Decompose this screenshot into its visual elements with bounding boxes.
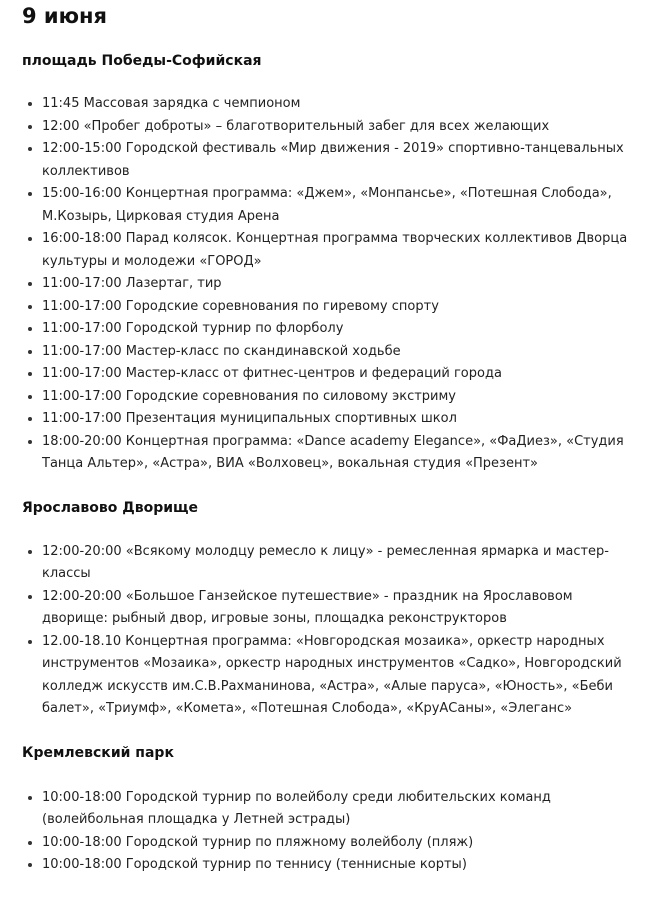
bullet-icon [28,327,32,331]
bullet-icon [28,350,32,354]
list-item: 10:00-18:00 Городской турнир по волейболу среди любительских команд (волейбольная площадка у Летней эстрады) [42,787,659,832]
list-item: 11:00-17:00 Мастер-класс от фитнес-центров и федераций города [42,363,659,386]
bullet-icon [28,147,32,151]
page-title: 9 июня [22,4,108,28]
section-heading-yaroslavovo-dvorishche: Ярославово Дворище [22,499,198,516]
bullet-icon [28,796,32,800]
bullet-icon [28,305,32,309]
bullet-icon [28,372,32,376]
event-list-yaroslavovo-dvorishche [22,541,659,721]
list-item: 18:00-20:00 Концертная программа: «Dance academy Elegance», «ФаДиез», «Студия Танца Альтер», «Астра», ВИА «Волховец», вокальная студия «Презент» [42,431,659,476]
list-item: 12:00-20:00 «Большое Ганзейское путешествие» - праздник на Ярославовом дворище: рыбный двор, игровые зоны, площадка реконструкторов [42,586,659,631]
bullet-icon [28,863,32,867]
bullet-icon [28,125,32,129]
list-item: 15:00-16:00 Концертная программа: «Джем», «Монпансье», «Потешная Слобода», М.Козырь, Цирковая студия Арена [42,183,659,228]
bullet-icon [28,595,32,599]
list-item: 12:00-15:00 Городской фестиваль «Мир движения - 2019» спортивно-танцевальных коллективов [42,138,659,183]
list-item: 11:00-17:00 Лазертаг, тир [42,273,659,296]
bullet-icon [28,192,32,196]
list-item: 11:00-17:00 Презентация муниципальных спортивных школ [42,408,659,431]
event-list-pobedy-sofiyskaya [22,93,659,476]
bullet-icon [28,395,32,399]
bullet-icon [28,640,32,644]
list-item: 11:00-17:00 Мастер-класс по скандинавской ходьбе [42,341,659,364]
list-item: 11:45 Массовая зарядка с чемпионом [42,93,659,116]
bullet-icon [28,417,32,421]
list-item: 12.00-18.10 Концертная программа: «Новгородская мозаика», оркестр народных инструментов «Мозаика», оркестр народных инструментов «Садко», Новгородский колледж искусств им.С.В.Рахманинова, «Астра», «Алые паруса», «Юность», «Беби балет», «Триумф», «Комета», «Потешная Слобода», «КруАСаны», «Элеганс» [42,631,659,721]
bullet-icon [28,282,32,286]
list-item: 16:00-18:00 Парад колясок. Концертная программа творческих коллективов Дворца культуры и молодежи «ГОРОД» [42,228,659,273]
list-item: 10:00-18:00 Городской турнир по теннису (теннисные корты) [42,854,659,877]
bullet-icon [28,237,32,241]
list-item: 12:00-20:00 «Всякому молодцу ремесло к лицу» - ремесленная ярмарка и мастер-классы [42,541,659,586]
list-item: 10:00-18:00 Городской турнир по пляжному волейболу (пляж) [42,832,659,855]
bullet-icon [28,440,32,444]
section-heading-kremlevsky-park: Кремлевский парк [22,744,174,761]
bullet-icon [28,550,32,554]
bullet-icon [28,841,32,845]
list-item: 11:00-17:00 Городские соревнования по силовому экстриму [42,386,659,409]
list-item: 12:00 «Пробег доброты» – благотворительный забег для всех желающих [42,116,659,139]
section-heading-pobedy-sofiyskaya: площадь Победы-Софийская [22,53,262,69]
event-list-kremlevsky-park [22,787,659,877]
list-item: 11:00-17:00 Городские соревнования по гиревому спорту [42,296,659,319]
list-item: 11:00-17:00 Городской турнир по флорболу [42,318,659,341]
bullet-icon [28,102,32,106]
